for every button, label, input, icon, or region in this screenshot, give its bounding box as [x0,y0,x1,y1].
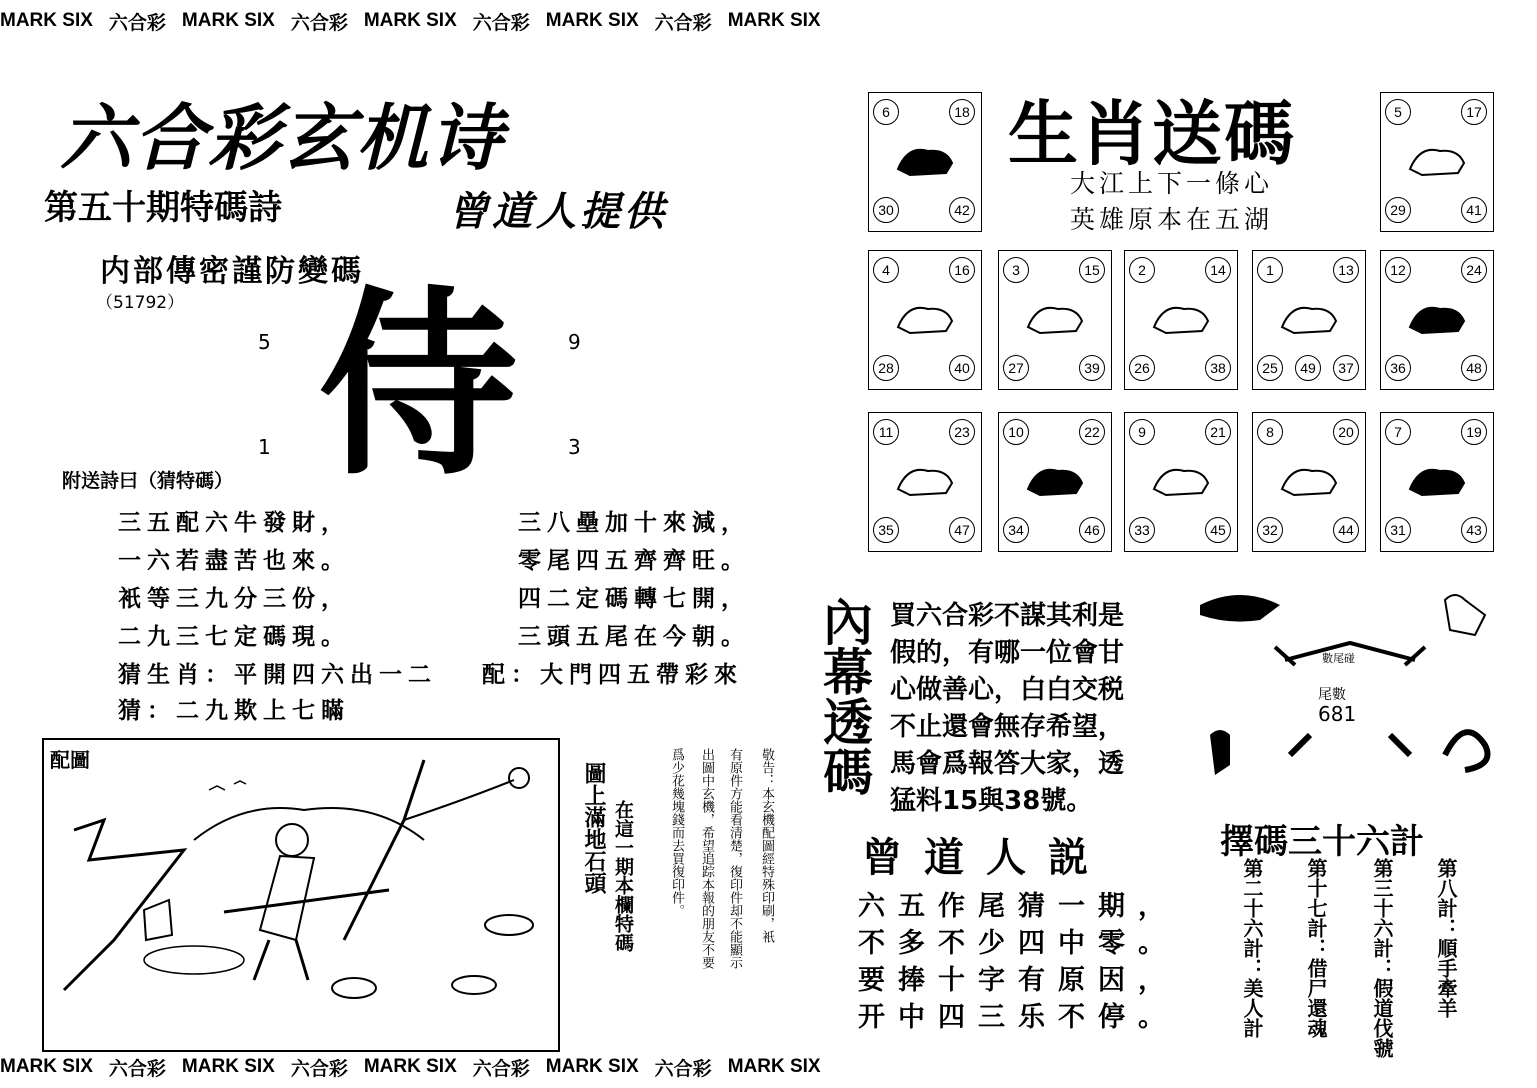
inside-line: 心做善心，白白交税 [890,675,1125,705]
zodiac-number: 44 [1333,517,1359,543]
saying-line: 开中四三乐不停。 [858,1002,1178,1033]
inside-title: 內幕透碼 [815,596,873,796]
band-text: MARK SIX [181,1056,275,1077]
poem-line: 一六若盡苦也來。 [118,547,350,574]
snake-icon [1274,291,1344,347]
tail-value: 681 [1318,702,1357,726]
zodiac-line: 大江上下一條心 [1070,169,1274,198]
notice-col: 出圖中玄機，希望追踪本報的朋友不要 [699,748,714,969]
band-text: MARK SIX [363,10,457,31]
band-text: MARK SIX [363,1056,457,1077]
zodiac-number: 31 [1385,517,1411,543]
poem-line: 二九三七定碼現。 [118,623,350,650]
zodiac-number: 33 [1129,517,1155,543]
zodiac-card-monkey [998,412,1112,552]
goat-icon [890,453,960,509]
zodiac-number: 4 [873,257,899,283]
band-text: 六合彩 [654,1058,712,1080]
zodiac-number: 10 [1003,419,1029,445]
picture-caption: 在這一期本欄特碼 [612,800,634,952]
notice-col: 有原件方能看清楚，復印件却不能顯示 [727,748,742,969]
zodiac-number: 5 [1385,99,1411,125]
poem-intro: 附送詩曰（猜特碼） [62,470,234,492]
strategy-item: 第八計：順手牽羊 [1434,858,1458,1018]
zodiac-card-dog [1252,412,1366,552]
bottom-band [0,1050,1537,1084]
band-text: 六合彩 [290,1058,348,1080]
rabbit-icon [1020,291,1090,347]
zodiac-number: 43 [1461,517,1487,543]
zodiac-number: 6 [873,99,899,125]
band-text: MARK SIX [181,10,275,31]
band-text: MARK SIX [545,10,639,31]
inside-line: 不止還會無存希望， [890,712,1125,742]
zodiac-number: 42 [949,197,975,223]
zodiac-number: 9 [1129,419,1155,445]
zodiac-number: 25 [1257,355,1283,381]
inside-line: 假的，有哪一位會甘 [890,638,1125,668]
guess-last: 猜：二九欺上七瞞 [118,697,350,724]
zodiac-number: 40 [949,355,975,381]
zodiac-number: 35 [873,517,899,543]
saying-title: 曾道人説 [862,834,1110,881]
band-text: 六合彩 [108,12,166,34]
band-text: 六合彩 [290,12,348,34]
zodiac-number: 3 [1003,257,1029,283]
notice-col: 爲少花幾塊錢而去買復印件。 [669,748,684,917]
poem-line: 三五配六牛發財， [118,509,350,536]
zodiac-card-goat [868,412,982,552]
saying-body [858,888,1178,1036]
zodiac-number: 48 [1461,355,1487,381]
zodiac-number: 23 [949,419,975,445]
zodiac-number: 46 [1079,517,1105,543]
horse-icon [1402,291,1472,347]
zodiac-number: 26 [1129,355,1155,381]
zodiac-number: 39 [1079,355,1105,381]
zodiac-card-horse [1380,250,1494,390]
pig-icon [1402,453,1472,509]
picture-label: 配圖 [50,748,90,772]
zodiac-number: 24 [1461,257,1487,283]
strategy-title: 擇碼三十六計 [1220,822,1424,862]
zodiac-number: 18 [949,99,975,125]
zodiac-line: 英雄原本在五湖 [1070,205,1274,234]
inside-line: 猛料15與38號。 [890,786,1093,816]
zodiac-number: 22 [1079,419,1105,445]
poem-line: 衹等三九分三份， [118,585,350,612]
poem-line: 零尾四五齊齊旺。 [518,547,750,574]
poem-line: 三八壘加十來減， [518,509,750,536]
band-text: MARK SIX [0,1056,93,1077]
zodiac-number: 15 [1079,257,1105,283]
band-text: MARK SIX [727,10,821,31]
saying-line: 六五作尾猜一期， [858,891,1178,922]
tail-emblem [1190,585,1520,795]
rooster-icon [1146,453,1216,509]
zodiac-card-dragon [1124,250,1238,390]
top-band [0,4,1537,38]
zodiac-card-snake [1252,250,1366,390]
inside-line: 買六合彩不謀其利是 [890,601,1125,631]
zodiac-number: 36 [1385,355,1411,381]
zodiac-number: 17 [1461,99,1487,125]
picture-box [42,738,560,1052]
band-text: MARK SIX [545,1056,639,1077]
corner-number: 5 [258,330,271,354]
zodiac-number: 8 [1257,419,1283,445]
main-title: 六合彩玄机诗 [60,96,505,180]
zodiac-number: 16 [949,257,975,283]
poem-line: 四二定碼轉七開， [518,585,750,612]
rat-icon [890,133,960,189]
zodiac-number: 41 [1461,197,1487,223]
saying-line: 不多不少四中零。 [858,928,1178,959]
zodiac-number: 38 [1205,355,1231,381]
dragon-icon [1146,291,1216,347]
band-text: 六合彩 [654,12,712,34]
provider: 曾道人提供 [448,189,668,235]
big-character: 侍 [318,270,519,503]
zodiac-card-rooster [1124,412,1238,552]
guess-zodiac: 猜生肖：平開四六出一二 [118,661,437,688]
zodiac-number: 45 [1205,517,1231,543]
zodiac-number: 2 [1129,257,1155,283]
zodiac-number: 1 [1257,257,1283,283]
corner-number: 9 [568,330,581,354]
zodiac-number: 37 [1333,355,1359,381]
zodiac-number: 49 [1295,355,1321,381]
inside-line: 馬會爲報答大家，透 [890,749,1125,779]
zodiac-number: 30 [873,197,899,223]
subtitle: 内部傳密謹防變碼 [100,254,364,289]
band-text: 六合彩 [108,1058,166,1080]
tail-label-top: 數尾碰 [1322,652,1355,665]
zodiac-card-rabbit [998,250,1112,390]
zodiac-card-pig [1380,412,1494,552]
zodiac-number: 13 [1333,257,1359,283]
zodiac-number: 7 [1385,419,1411,445]
picture-caption: 圖上滿地石頭 [581,762,606,894]
zodiac-number: 14 [1205,257,1231,283]
zodiac-card-ox [1380,92,1494,232]
zodiac-number: 11 [873,419,899,445]
corner-number: 3 [568,435,581,459]
woodcutter-illustration [44,740,558,1050]
ox-icon [1402,133,1472,189]
strategy-item: 第十七計：借尸還魂 [1304,858,1328,1038]
zodiac-number: 12 [1385,257,1411,283]
band-text: 六合彩 [472,1058,530,1080]
inside-text [890,598,1124,820]
poem-line: 三頭五尾在今朝。 [518,623,750,650]
notice-col: 敬告：本玄機配圖經特殊印刷，衹 [759,748,774,943]
zodiac-number: 21 [1205,419,1231,445]
zodiac-number: 27 [1003,355,1029,381]
corner-number: 1 [258,435,271,459]
guess-match: 配：大門四五帶彩來 [482,661,743,688]
zodiac-card-rat [868,92,982,232]
tiger-icon [890,291,960,347]
monkey-icon [1020,453,1090,509]
zodiac-number: 34 [1003,517,1029,543]
zodiac-card-tiger [868,250,982,390]
code: （51792） [96,293,185,313]
zodiac-number: 29 [1385,197,1411,223]
band-text: 六合彩 [472,12,530,34]
strategy-item: 第三十六計：假道伐虢 [1370,858,1394,1058]
tail-label: 尾數 [1318,687,1346,703]
issue-title: 第五十期特碼詩 [44,188,282,228]
zodiac-number: 28 [873,355,899,381]
band-text: MARK SIX [727,1056,821,1077]
saying-line: 要捧十字有原因， [858,965,1178,996]
zodiac-number: 19 [1461,419,1487,445]
zodiac-number: 20 [1333,419,1359,445]
band-text: MARK SIX [0,10,93,31]
zodiac-title: 生肖送碼 [1008,93,1296,175]
dog-icon [1274,453,1344,509]
strategy-item: 第二十六計：美人計 [1240,858,1264,1038]
zodiac-number: 47 [949,517,975,543]
zodiac-number: 32 [1257,517,1283,543]
